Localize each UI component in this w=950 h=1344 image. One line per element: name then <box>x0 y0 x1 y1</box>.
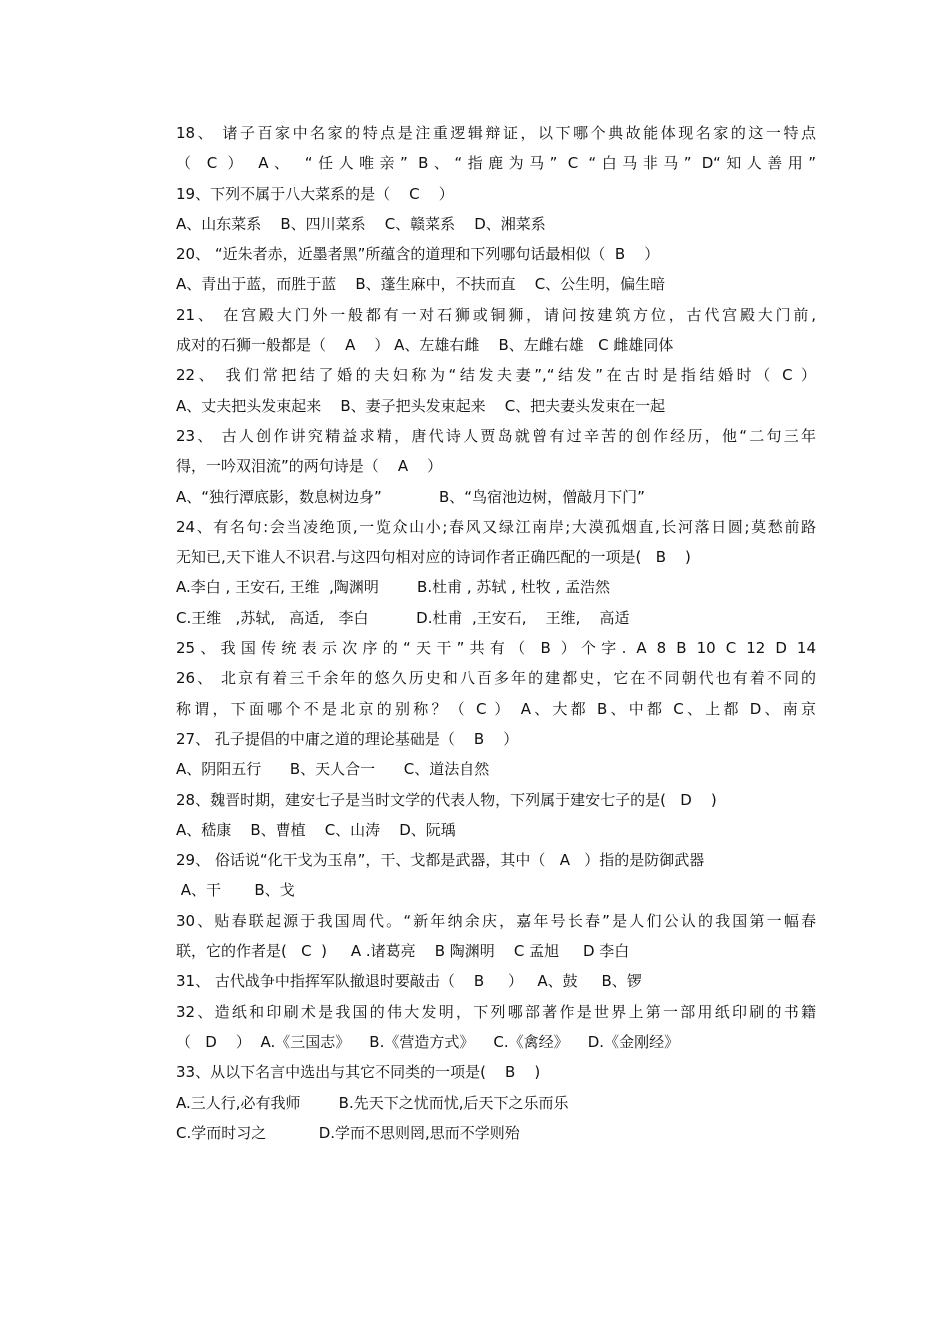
text-line: A、青出于蓝，而胜于蓝 B、蓬生麻中，不扶而直 C、公生明，偏生暗 <box>176 275 666 294</box>
text-line: A、嵇康 B、曹植 C、山涛 D、阮瑀 <box>176 820 456 839</box>
text-line: 25、我国传统表示次序的“天干”共有（ B ）个字. A 8 B 10 C 12 D 14 <box>176 639 816 658</box>
text-line: 33、从以下名言中选出与其它不同类的一项是( B ) <box>176 1063 541 1082</box>
text-line: A、“独行潭底影，数息树边身” B、“鸟宿池边树，僧敲月下门” <box>176 487 645 506</box>
text-line: 29、 俗话说“化干戈为玉帛”，干、戈都是武器，其中（ A ）指的是防御武器 <box>176 851 705 870</box>
text-line: （ C ） A、 “任人唯亲” B、“指鹿为马” C “白马非马” D“知人善用” <box>176 154 816 173</box>
text-line: 称谓，下面哪个不是北京的别称？（ C ） A、大都 B、中都 C、上都 D、南京 <box>176 699 816 718</box>
text-line: 26、 北京有着三千余年的悠久历史和八百多年的建都史，它在不同朝代也有着不同的 <box>176 669 816 688</box>
text-line: C.学而时习之 D.学而不思则罔,思而不学则殆 <box>176 1123 520 1142</box>
text-line: 21、 在宫殿大门外一般都有一对石狮或铜狮，请问按建筑方位，古代宫殿大门前, <box>176 305 816 324</box>
text-line: A、干 B、戈 <box>176 881 295 900</box>
text-line: 19、下列不属于八大菜系的是（ C ） <box>176 184 454 203</box>
text-line: A、阴阳五行 B、天人合一 C、道法自然 <box>176 760 490 779</box>
text-line: 联，它的作者是( C ) A .诸葛亮 B 陶渊明 C 孟旭 D 李白 <box>176 942 630 961</box>
text-line: （ D ） A.《三国志》 B.《营造方式》 C.《禽经》 D.《金刚经》 <box>176 1032 680 1051</box>
text-line: 20、 “近朱者赤，近墨者黑”所蕴含的道理和下列哪句话最相似（ B ） <box>176 245 660 264</box>
text-line: 23、 古人创作讲究精益求精，唐代诗人贾岛就曾有过辛苦的创作经历，他“二句三年 <box>176 426 816 445</box>
text-line: 无知已,天下谁人不识君.与这四句相对应的诗词作者正确匹配的一项是( B ) <box>176 548 691 567</box>
text-line: 22、 我们常把结了婚的夫妇称为“结发夫妻”,“结发”在古时是指结婚时（ C ） <box>176 366 816 385</box>
text-line: 32、造纸和印刷术是我国的伟大发明，下列哪部著作是世界上第一部用纸印刷的书籍 <box>176 1002 816 1021</box>
text-line: A.李白 , 王安石, 王维 ,陶渊明 B.杜甫 , 苏轼 , 杜牧 , 孟浩然 <box>176 578 611 597</box>
text-line: 31、 古代战争中指挥军队撤退时要敲击（ B ） A、鼓 B、锣 <box>176 972 642 991</box>
text-line: 28、魏晋时期，建安七子是当时文学的代表人物，下列属于建安七子的是( D ) <box>176 790 717 809</box>
text-line: A、丈夫把头发束起来 B、妻子把头发束起来 C、把夫妻头发束在一起 <box>176 396 666 415</box>
text-line: A.三人行,必有我师 B.先天下之忧而忧,后天下之乐而乐 <box>176 1093 569 1112</box>
text-line: 成对的石狮一般都是（ A ） A、左雄右雌 B、左雌右雄 C 雌雄同体 <box>176 336 674 355</box>
text-line: 24、有名句:会当凌绝顶,一览众山小;春风又绿江南岸;大漠孤烟直,长河落日圆;莫愁前路 <box>176 517 816 536</box>
text-line: 30、贴春联起源于我国周代。“新年纳余庆，嘉年号长春”是人们公认的我国第一幅春 <box>176 911 816 930</box>
text-line: C.王维 ,苏轼, 高适, 李白 D.杜甫 ,王安石, 王维, 高适 <box>176 608 630 627</box>
text-line: 得，一吟双泪流”的两句诗是（ A ） <box>176 457 443 476</box>
text-line: A、山东菜系 B、四川菜系 C、赣菜系 D、湘菜系 <box>176 214 546 233</box>
text-line: 18、 诸子百家中名家的特点是注重逻辑辩证，以下哪个典故能体现名家的这一特点 <box>176 124 816 142</box>
question-list <box>176 118 816 1148</box>
text-line: 27、 孔子提倡的中庸之道的理论基础是（ B ） <box>176 729 519 748</box>
